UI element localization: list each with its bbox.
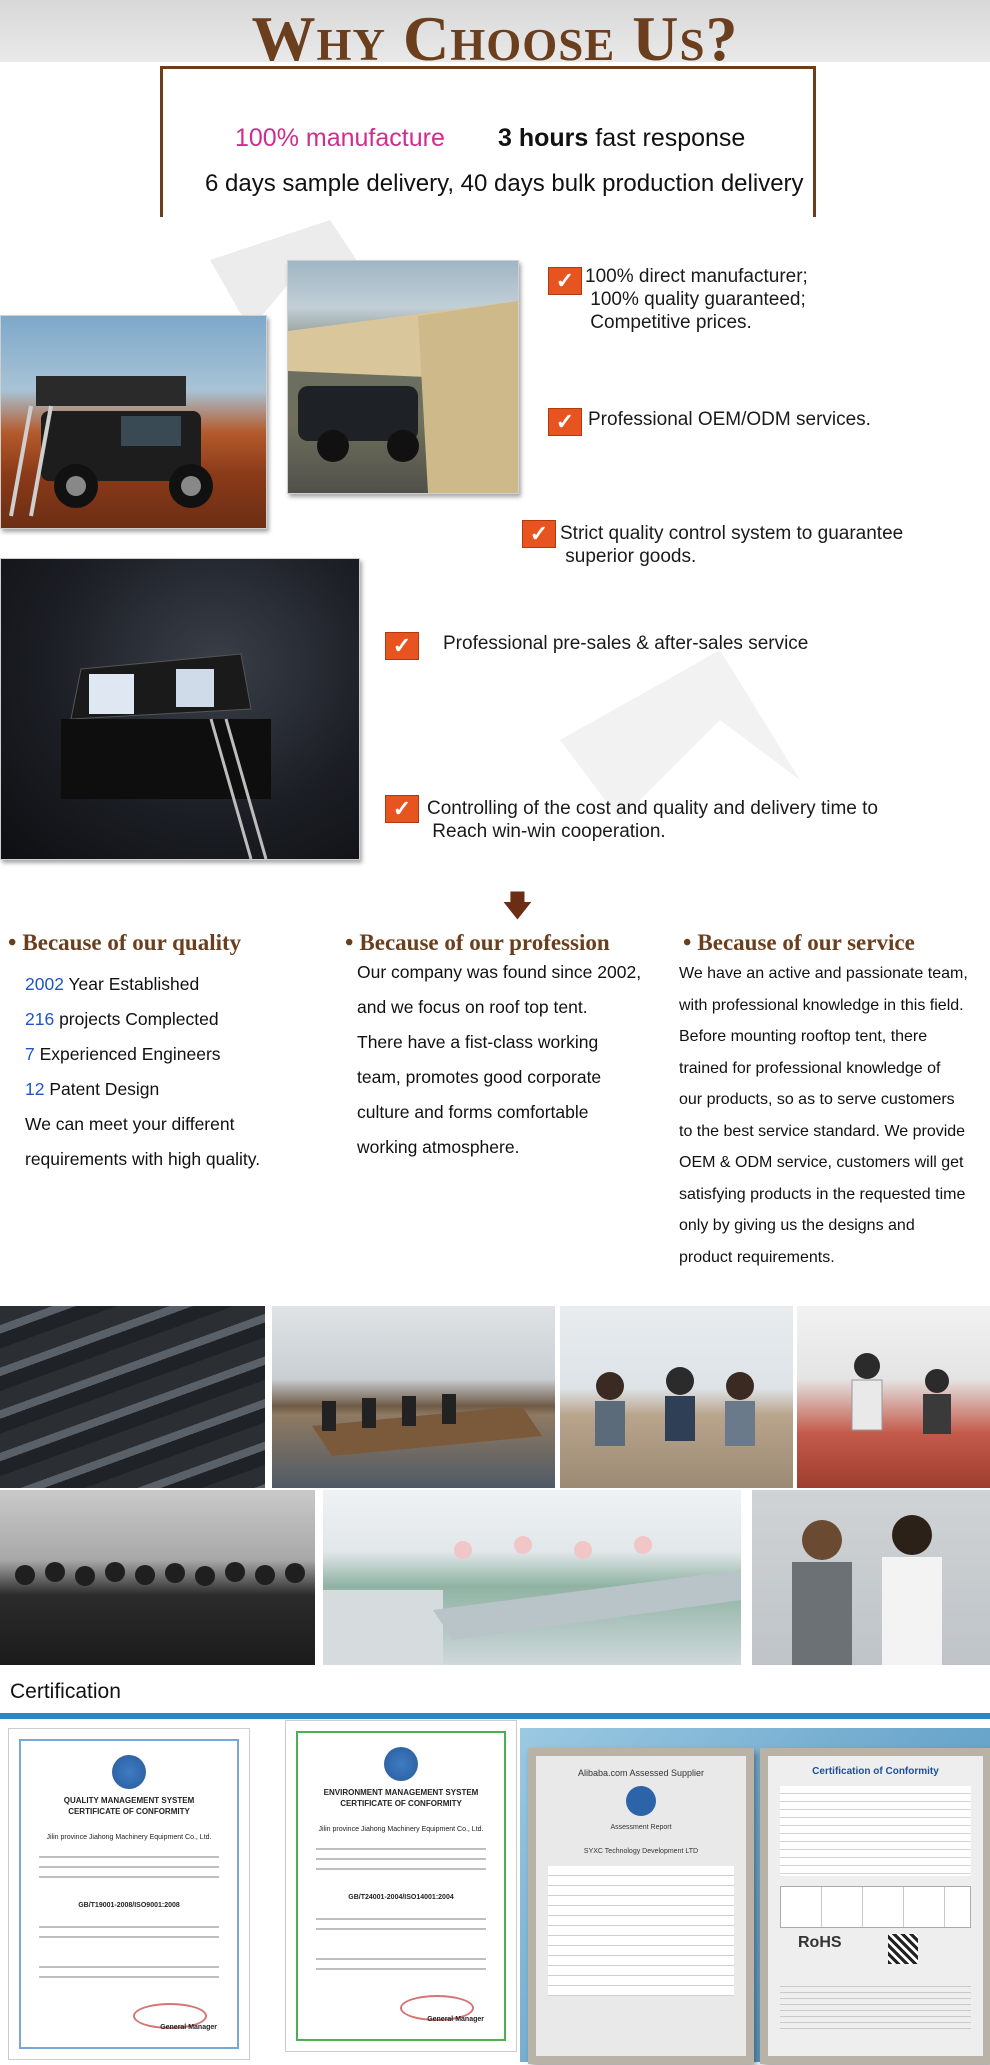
factory-photo-office-team	[560, 1306, 793, 1488]
ems-subtitle: CERTIFICATE OF CONFORMITY	[340, 1799, 462, 1808]
qms-signer: General Manager	[160, 2024, 217, 2031]
alibaba-report: Assessment Report	[610, 1824, 672, 1831]
service-heading: • Because of our service	[683, 930, 915, 956]
qms-certificate	[8, 1728, 250, 2060]
awning-illustration	[288, 261, 518, 493]
quality-stats	[25, 967, 325, 1177]
check-icon: ✓	[548, 267, 582, 295]
night-tent-illustration	[1, 559, 359, 859]
advantage-quality-control: Strict quality control system to guarantee superior goods.	[560, 523, 904, 567]
conformity-footer	[780, 1981, 971, 2031]
certification-heading: Certification	[10, 1680, 121, 1703]
alibaba-company: SYXC Technology Development LTD	[583, 1848, 699, 1855]
service-line: only by giving us the designs and	[679, 1217, 915, 1234]
jeep-illustration	[1, 316, 266, 528]
factory-photo-meeting-room	[272, 1306, 555, 1488]
profession-line: There have a fist-class working	[357, 1032, 599, 1052]
framed-certificates-photo	[520, 1728, 990, 2062]
ems-certificate	[285, 1720, 517, 2052]
profession-line: team, promotes good corporate	[357, 1067, 602, 1087]
manufacture-text: 100% manufacture	[235, 124, 445, 152]
sales-office-illustration	[797, 1306, 990, 1488]
assembly-line-illustration	[323, 1490, 741, 1665]
quality-note-2: requirements with high quality.	[25, 1149, 261, 1169]
service-line: our products, so as to serve customers	[679, 1091, 955, 1108]
team-group-illustration	[0, 1490, 315, 1665]
advantage-sales-service: Professional pre-sales & after-sales service	[443, 633, 809, 654]
arrow-down-icon: 🡇	[502, 890, 533, 923]
night-tent-photo	[0, 558, 360, 860]
ems-title: ENVIRONMENT MANAGEMENT SYSTEM	[323, 1788, 479, 1797]
conformity-title: Certification of Conformity	[812, 1766, 939, 1777]
advantage-oem-odm: Professional OEM/ODM services.	[588, 409, 871, 430]
stat-year: 2002 Year Established	[25, 974, 200, 994]
profession-heading: • Because of our profession	[345, 930, 610, 956]
factory-photo-parts	[0, 1306, 265, 1488]
ems-signer: General Manager	[427, 2016, 484, 2023]
profession-line: and we focus on roof top tent.	[357, 997, 588, 1017]
check-icon: ✓	[522, 520, 556, 548]
service-line: Before mounting rooftop tent, there	[679, 1028, 928, 1045]
factory-photo-customer-handshake	[752, 1490, 990, 1665]
qms-subtitle: CERTIFICATE OF CONFORMITY	[68, 1807, 190, 1816]
stat-projects: 216 projects Complected	[25, 1009, 219, 1029]
stat-patents: 12 Patent Design	[25, 1079, 160, 1099]
certificate-emblem-icon	[384, 1747, 418, 1781]
assessment-table	[548, 1866, 734, 1996]
conformity-details	[780, 1786, 971, 1876]
handshake-illustration	[752, 1490, 990, 1665]
qms-title: QUALITY MANAGEMENT SYSTEM	[63, 1796, 195, 1805]
qms-company: Jilin province Jiahong Machinery Equipment Co., Ltd.	[46, 1834, 212, 1841]
advantage-cost-control: Controlling of the cost and quality and delivery time to Reach win-win cooperation.	[427, 798, 878, 842]
stat-engineers: 7 Experienced Engineers	[25, 1044, 221, 1064]
rooftop-tent-jeep-photo	[0, 315, 267, 529]
check-icon: ✓	[385, 795, 419, 823]
service-line: trained for professional knowledge of	[679, 1059, 941, 1077]
service-line: OEM & ODM service, customers will get	[679, 1154, 964, 1171]
factory-photo-team-group	[0, 1490, 315, 1665]
page-title: Why Choose Us?	[251, 3, 739, 74]
alibaba-title: Alibaba.com Assessed Supplier	[577, 1768, 705, 1778]
fast-response-text: 3 hours fast response	[498, 124, 746, 152]
certification-divider	[0, 1713, 990, 1719]
service-line: We have an active and passionate team,	[679, 965, 968, 982]
ems-company: Jilin province Jiahong Machinery Equipment Co., Ltd.	[318, 1826, 484, 1833]
assessment-seal-icon	[626, 1786, 656, 1816]
service-text	[679, 958, 989, 1273]
profession-line: culture and forms comfortable	[357, 1102, 589, 1122]
quality-heading: • Because of our quality	[8, 930, 242, 956]
awning-tent-photo	[287, 260, 519, 494]
qr-code-icon	[888, 1934, 918, 1964]
office-team-illustration	[560, 1306, 793, 1488]
check-icon: ✓	[548, 408, 582, 436]
alibaba-assessment-frame	[528, 1748, 754, 2064]
conformity-frame	[760, 1748, 990, 2064]
conformity-table	[780, 1886, 971, 1928]
ems-standard: GB/T24001-2004/ISO14001:2004	[348, 1894, 454, 1901]
service-line: to the best service standard. We provide	[679, 1122, 966, 1140]
profession-line: working atmosphere.	[357, 1137, 520, 1157]
advantage-direct-manufacturer: 100% direct manufacturer; 100% quality guaranteed; Competitive prices.	[585, 266, 808, 333]
rohs-logo: RoHS	[798, 1934, 842, 1951]
service-line: with professional knowledge in this field.	[679, 996, 964, 1014]
check-icon: ✓	[385, 632, 419, 660]
quality-note-1: We can meet your different	[25, 1114, 235, 1134]
factory-photo-sales-office	[797, 1306, 990, 1488]
delivery-text: 6 days sample delivery, 40 days bulk production delivery	[205, 170, 804, 197]
profession-text	[357, 955, 677, 1165]
profession-line: Our company was found since 2002,	[357, 962, 642, 982]
certificate-emblem-icon	[112, 1755, 146, 1789]
factory-photo-assembly-line	[323, 1490, 741, 1665]
qms-standard: GB/T19001-2008/ISO9001:2008	[78, 1902, 180, 1909]
meeting-table-illustration	[272, 1306, 555, 1488]
service-line: product requirements.	[679, 1248, 835, 1266]
service-line: satisfying products in the requested time	[679, 1185, 966, 1203]
